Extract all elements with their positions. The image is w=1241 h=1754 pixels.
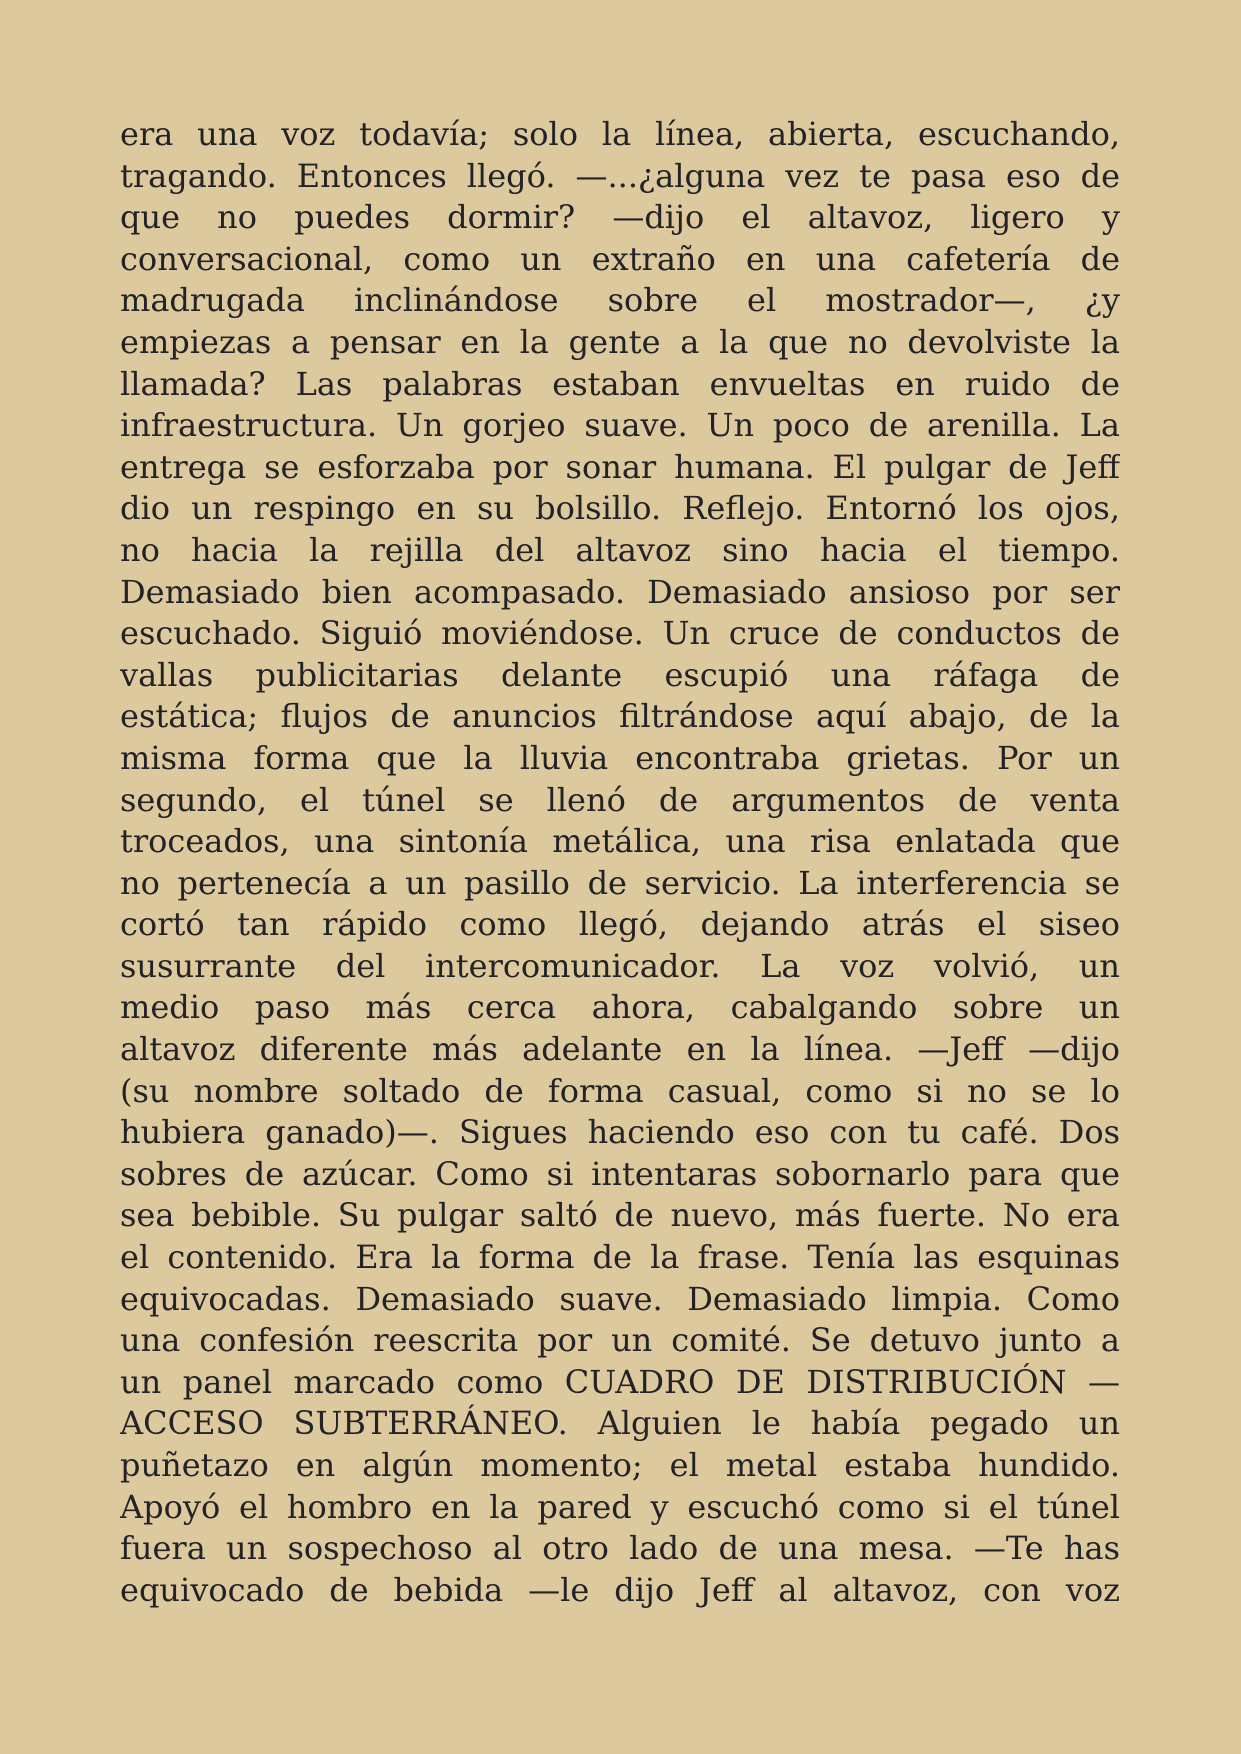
text-line: era una voz todavía; solo la línea, abierta, escuchando, <box>120 115 1120 153</box>
text-line: infraestructura. Un gorjeo suave. Un poco de arenilla. La <box>120 406 1120 445</box>
text-line: troceados, una sintonía metálica, una risa enlatada que <box>120 822 1120 861</box>
text-line: puñetazo en algún momento; el metal estaba hundido. <box>120 1446 1120 1484</box>
text-line: no hacia la rejilla del altavoz sino hacia el tiempo. <box>120 530 1120 569</box>
text-line: altavoz diferente más adelante en la línea. —Jeff —dijo <box>120 1030 1120 1069</box>
text-line: empiezas a pensar en la gente a la que no devolviste la <box>120 322 1120 361</box>
text-line: equivocadas. Demasiado suave. Demasiado limpia. Como <box>120 1279 1120 1318</box>
text-line: no pertenecía a un pasillo de servicio. La interferencia se <box>120 863 1120 902</box>
text-line: dio un respingo en su bolsillo. Reflejo. Entornó los ojos, <box>120 489 1120 528</box>
text-line: conversacional, como un extraño en una cafetería de <box>120 239 1120 278</box>
text-line: que no puedes dormir? —dijo el altavoz, ligero y <box>120 198 1120 237</box>
text-line: ACCESO SUBTERRÁNEO. Alguien le había pegado un <box>120 1404 1120 1443</box>
text-line: hubiera ganado)—. Sigues haciendo eso con tu café. Dos <box>120 1113 1120 1152</box>
text-line: escuchado. Siguió moviéndose. Un cruce de conductos de <box>120 614 1120 653</box>
text-line: segundo, el túnel se llenó de argumentos de venta <box>120 780 1120 819</box>
text-line: equivocado de bebida —le dijo Jeff al altavoz, con voz <box>120 1570 1120 1609</box>
text-line: sobres de azúcar. Como si intentaras sobornarlo para que <box>120 1154 1120 1193</box>
text-line: fuera un sospechoso al otro lado de una mesa. —Te has <box>120 1529 1120 1568</box>
text-line: estática; flujos de anuncios filtrándose aquí abajo, de la <box>120 697 1120 736</box>
text-line: una confesión reescrita por un comité. Se detuvo junto a <box>120 1321 1120 1360</box>
text-line: misma forma que la lluvia encontraba grietas. Por un <box>120 738 1120 777</box>
text-line: llamada? Las palabras estaban envueltas en ruido de <box>120 364 1120 403</box>
text-line: un panel marcado como CUADRO DE DISTRIBUCIÓN — <box>120 1362 1120 1401</box>
text-line: madrugada inclinándose sobre el mostrador—, ¿y <box>120 281 1120 320</box>
text-line: (su nombre soltado de forma casual, como si no se lo <box>120 1071 1120 1110</box>
text-line: el contenido. Era la forma de la frase. Tenía las esquinas <box>120 1238 1120 1277</box>
text-line: sea bebible. Su pulgar saltó de nuevo, más fuerte. No era <box>120 1196 1120 1235</box>
text-line: Apoyó el hombro en la pared y escuchó como si el túnel <box>120 1487 1120 1526</box>
text-line: cortó tan rápido como llegó, dejando atrás el siseo <box>120 905 1120 944</box>
text-line: medio paso más cerca ahora, cabalgando sobre un <box>120 988 1120 1027</box>
text-line: tragando. Entonces llegó. —...¿alguna vez te pasa eso de <box>120 156 1120 195</box>
body-text <box>120 114 1120 1611</box>
text-line: Demasiado bien acompasado. Demasiado ansioso por ser <box>120 572 1120 611</box>
text-line: vallas publicitarias delante escupió una ráfaga de <box>120 655 1120 694</box>
text-line: entrega se esforzaba por sonar humana. El pulgar de Jeff <box>120 447 1120 486</box>
text-line: susurrante del intercomunicador. La voz volvió, un <box>120 946 1120 985</box>
